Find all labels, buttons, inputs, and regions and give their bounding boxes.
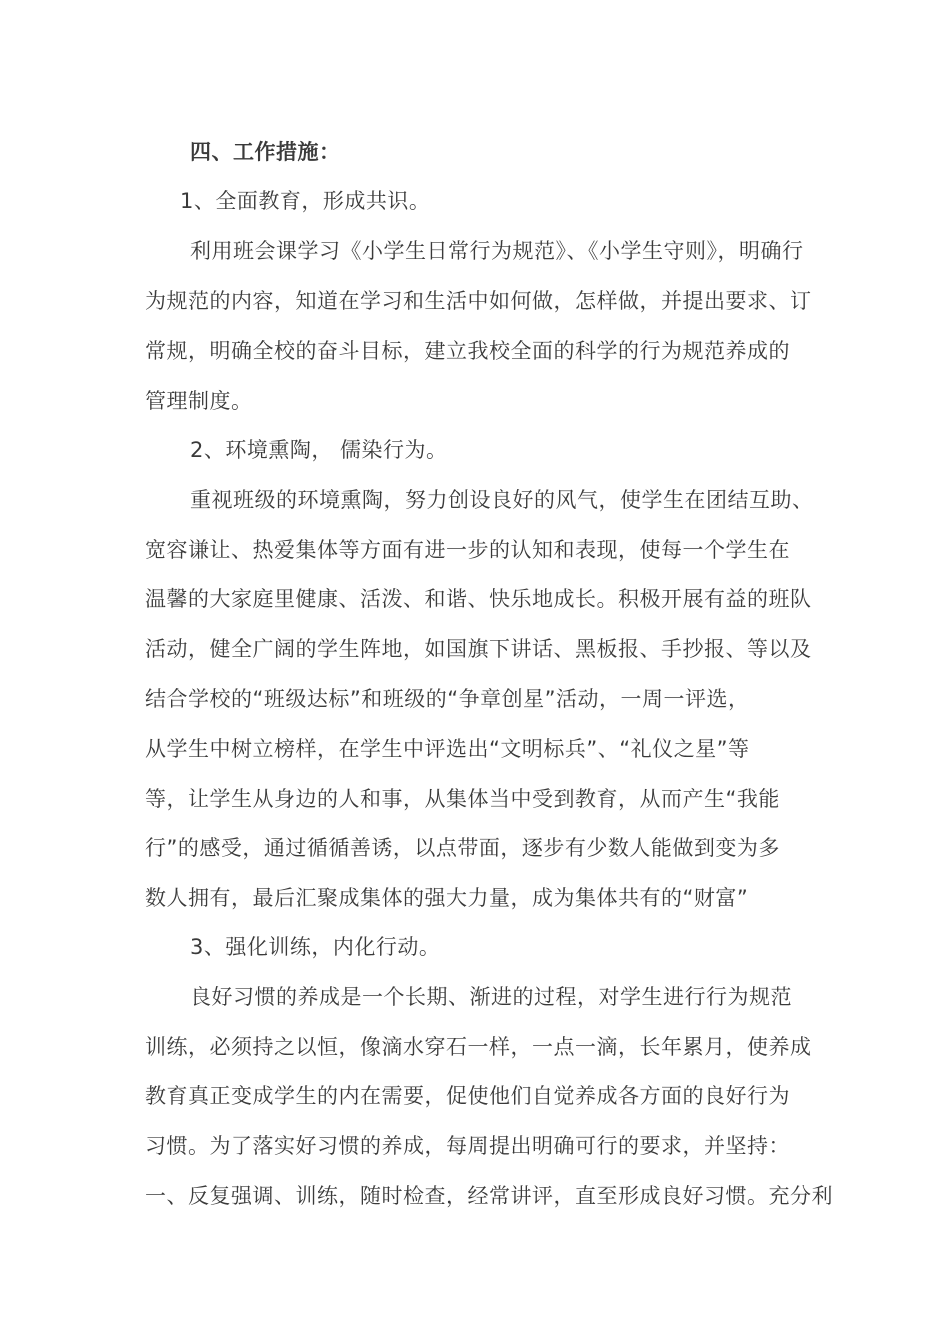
- item-1-title: 1、全面教育，形成共识。: [180, 189, 431, 213]
- paragraph-line: 从学生中树立榜样，在学生中评选出“文明标兵”、“礼仪之星”等: [145, 737, 750, 761]
- paragraph-line: 管理制度。: [145, 389, 253, 413]
- paragraph-line: 行”的感受，通过循循善诱，以点带面，逐步有少数人能做到变为多: [145, 836, 780, 860]
- paragraph-line: 重视班级的环境熏陶，努力创设良好的风气，使学生在团结互助、: [190, 488, 814, 512]
- paragraph-line: 训练，必须持之以恒，像滴水穿石一样，一点一滴，长年累月，使养成: [145, 1035, 812, 1059]
- paragraph-line: 常规，明确全校的奋斗目标，建立我校全面的科学的行为规范养成的: [145, 339, 790, 363]
- paragraph-line: 良好习惯的养成是一个长期、渐进的过程，对学生进行行为规范: [190, 985, 792, 1009]
- item-3-title: 3、强化训练，内化行动。: [190, 935, 441, 959]
- paragraph-line: 结合学校的“班级达标”和班级的“争章创星”活动，一周一评选，: [145, 687, 750, 711]
- paragraph-line: 教育真正变成学生的内在需要，促使他们自觉养成各方面的良好行为: [145, 1084, 790, 1108]
- paragraph-line: 温馨的大家庭里健康、活泼、和谐、快乐地成长。积极开展有益的班队: [145, 587, 812, 611]
- paragraph-line: 习惯。为了落实好习惯的养成，每周提出明确可行的要求，并坚持：: [145, 1134, 790, 1158]
- paragraph-line: 等，让学生从身边的人和事，从集体当中受到教育，从而产生“我能: [145, 787, 780, 811]
- paragraph-line: 为规范的内容，知道在学习和生活中如何做，怎样做，并提出要求、订: [145, 289, 812, 313]
- item-2-title: 2、环境熏陶， 儒染行为。: [190, 438, 448, 462]
- paragraph-line: 利用班会课学习《小学生日常行为规范》、《小学生守则》，明确行: [190, 239, 804, 263]
- paragraph-line: 数人拥有，最后汇聚成集体的强大力量，成为集体共有的“财富”: [145, 886, 749, 910]
- paragraph-line: 一、反复强调、训练，随时检查，经常讲评，直至形成良好习惯。充分利: [145, 1184, 833, 1208]
- section-heading: 四、工作措施：: [190, 140, 341, 164]
- paragraph-line: 活动，健全广阔的学生阵地，如国旗下讲话、黑板报、手抄报、等以及: [145, 637, 812, 661]
- paragraph-line: 宽容谦让、热爱集体等方面有进一步的认知和表现，使每一个学生在: [145, 538, 790, 562]
